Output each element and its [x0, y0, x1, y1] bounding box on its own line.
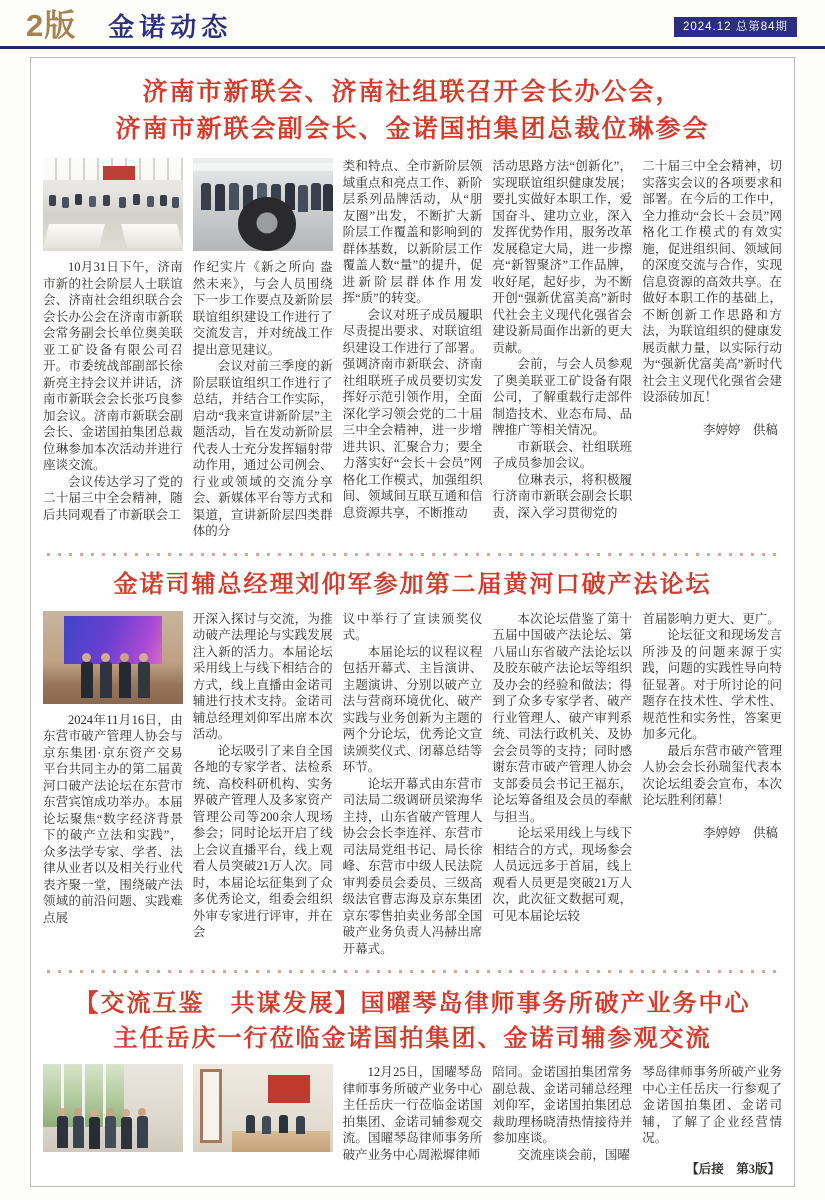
- article-2-col-2: [193, 611, 333, 958]
- tire-shape: [238, 197, 297, 251]
- table-shape: [43, 224, 105, 248]
- article-1-col-3: [343, 158, 483, 540]
- body-paragraph: 开深入探讨与交流，为推动破产法理论与实践发展注入新的活力。本届论坛采用线上与线下相结合的方式，线上直播由金诺司辅进行技术支持。金诺司辅总经理刘仰军出席本次活动。: [192, 611, 333, 741]
- article-1-title-line-1: 济南市新联会、济南社组联召开会长办公会，: [142, 78, 683, 106]
- issue-date-badge: 2024.12 总第84期: [674, 17, 797, 37]
- article-1: [43, 74, 782, 540]
- article-1-byline: 李婷婷 供稿: [702, 422, 778, 437]
- body-paragraph: 本届论坛的议程议程包括开幕式、主旨演讲、主题演讲、分别以破产立法与营商环境优化、破产实践与业务创新为主题的两个分论坛，优秀论文宣读颁奖仪式、闭幕总结等环节。: [342, 644, 483, 774]
- page-header: [0, 0, 825, 46]
- content-frame: [30, 57, 795, 1187]
- article-2-columns: [43, 611, 782, 958]
- article-3-photo-col-2: [193, 1064, 333, 1177]
- red-screen-shape: [268, 1075, 310, 1103]
- article-2: [43, 569, 782, 958]
- article-2-title: [43, 569, 782, 601]
- body-paragraph: 交流座谈会前，国曜: [517, 1147, 630, 1162]
- people-silhouettes: [81, 662, 93, 698]
- body-paragraph: 作纪实片《新之所向 盎然未来》，与会人员围绕下一步工作要点及新阶层联谊组织建设工作进行了交流发言，并对统战工作提出意见建议。: [192, 260, 333, 357]
- section-separator: [47, 970, 778, 973]
- article-2-col-3: [343, 611, 483, 958]
- body-paragraph: 类和特点、全市新阶层领域重点和亮点工作、新阶层系列品牌活动，从“朋友圈”出发，不断扩大新阶层工作覆盖和影响到的群体基数，以新阶层工作覆盖人数“量”的提升，促进新阶层群体作用发挥“质”的转变。: [342, 159, 483, 305]
- article-1-columns: [43, 158, 782, 540]
- article-3-col-5: [642, 1064, 782, 1177]
- body-paragraph: 论坛吸引了来自全国各地的专家学者、法检系统、高校科研机构、实务界破产管理人及多家资产管理公司等200余人现场参会；同时论坛开启了线上会议直播平台，线上观看人员突破21万人次。同时，本届论坛征集到了众多优秀论文，组委会组织外审专家进行评审，并在会: [192, 743, 333, 939]
- body-paragraph: 2024年11月16日，由东营市破产管理人协会与京东集团·京东资产交易平台共同主办的第二届黄河口破产法论坛在东营市东营宾馆成功举办。本届论坛聚焦“数字经济背景下的破产立法和实践”，众多法学专家、学者、法律从业者以及相关行业代表齐聚一堂，围绕破产法领域的前沿问题、实践难点展: [43, 712, 183, 925]
- article-1-col-1-text: [43, 259, 183, 523]
- body-paragraph: 位琳表示，将积极履行济南市新联会副会长职责，深入学习贯彻党的: [492, 472, 633, 520]
- newsletter-section-title: 金诺动态: [108, 12, 233, 42]
- people-silhouettes: [49, 195, 56, 206]
- article-1-col-4: [492, 158, 632, 540]
- article-1-col-2-text: [193, 259, 333, 540]
- table-shape: [232, 1131, 330, 1152]
- article-3-photo-col-1: [43, 1064, 183, 1177]
- article-2-byline: 李婷婷 供稿: [702, 825, 778, 840]
- body-paragraph: 论坛开幕式由东营市司法局二级调研员梁海华主持，山东省破产管理人协会会长李连祥、东营市司法局党组书记、局长徐峰、东营市中级人民法院审判委员会委员、三级高级法官曹志海及京东集团京东零售拍卖业务部全国破产业务负责人冯赫出席开幕式。: [342, 776, 483, 956]
- body-paragraph: 会议对前三季度的新阶层联谊组织工作进行了总结，并结合工作实际，启动“我来宣讲新阶层”主题活动，旨在发动新阶层代表人士充分发挥辐射带动作用，通过公司例会、行业或领域的交流分享会、新媒体平台等方式和渠道，宣讲新阶层四类群体的分: [192, 359, 333, 538]
- door-frame-shape: [200, 1069, 222, 1143]
- office-group-photo: [43, 1064, 183, 1152]
- page-number-label: 2版: [26, 8, 77, 43]
- factory-visit-tire-photo: [193, 158, 333, 251]
- window-mullions-shape: [43, 1064, 124, 1127]
- article-2-col-4: [492, 611, 632, 958]
- article-2-title-line-1: 金诺司辅总经理刘仰军参加第二届黄河口破产法论坛: [113, 570, 712, 598]
- article-2-col-5: [642, 611, 782, 958]
- body-paragraph: 会前，与会人员参观了奥美联亚工矿设备有限公司，了解重载行走部件制造技术、业态布局、品牌推广等相关情况。: [492, 357, 633, 437]
- people-heads-shape: [82, 653, 91, 662]
- article-1-col-2: [193, 158, 333, 540]
- body-paragraph: 市新联会、社组联班子成员参加会议。: [492, 439, 633, 470]
- body-paragraph: 12月25日，国曜琴岛律师事务所破产业务中心主任岳庆一行莅临金诺国拍集团、金诺司辅参观交流。国曜琴岛律师事务所破产业务中心周淞墀律师: [342, 1065, 483, 1162]
- body-paragraph: 二十届三中全会精神，切实落实会议的各项要求和部署。在今后的工作中，全力推动“会长＋会员”网格化工作模式的有效实施，促进组织间、领域间的深度交流与合作，实现信息资源的高效共享。在做好本职工作的基础上，不断创新工作思路和方法，为联谊组织的健康发展贡献力量，以实际行动为“强新优富美高”新时代社会主义现代化强省会建设添砖加瓦！: [642, 159, 782, 404]
- body-paragraph: 论坛采用线上与线下相结合的方式，现场参会人员远远多于首届，线上观看人员更是突破21万人次，此次征文数据可观，可见本届论坛较: [492, 826, 633, 923]
- body-paragraph: 首届影响力更大、更广。: [642, 611, 780, 626]
- body-paragraph: 议中举行了宣读颁奖仪式。: [342, 611, 483, 642]
- article-1-col-4-text: [492, 158, 632, 521]
- body-paragraph: 琴岛律师事务所破产业务中心主任岳庆一行参观了金诺国拍集团、金诺司辅，了解了企业经营情况。: [642, 1065, 782, 1145]
- red-screen-shape: [103, 166, 135, 180]
- people-silhouettes: [246, 1115, 255, 1133]
- article-3-columns: [43, 1064, 782, 1177]
- article-3-title-line-1: 【交流互鉴 共谋发展】国曜琴岛律师事务所破产业务中心: [74, 990, 751, 1017]
- skylight-shape: [193, 163, 333, 171]
- article-3: [43, 986, 782, 1177]
- article-3-col-4-text: [492, 1064, 632, 1163]
- table-shape: [121, 224, 183, 248]
- body-paragraph: 10月31日下午，济南市新的社会阶层人士联谊会、济南社会组织联合会会长办公会在济南市新联会常务副会长单位奥美联亚工矿设备有限公司召开。市委统战部副部长徐新亮主持会议并讲话，济南市新联会会长张巧良参加会议。济南市新联会副会长、金诺国拍集团总裁位琳参加本次活动并进行座谈交流。: [43, 260, 183, 472]
- body-paragraph: 会议对班子成员履职尽责提出要求、对联谊组织建设工作进行了部署。强调济南市新联会、济南社组联班子成员要切实发挥好示范引领作用，全面深化学习领会党的二十届三中全会精神，进一步增进共识、汇聚合力；要全力落实好“会长＋会员”网格化工作模式，加强组织间、领域间互联互通和信息资源共享，不断推动: [342, 307, 483, 520]
- people-silhouettes: [57, 1116, 68, 1148]
- article-3-title: [43, 986, 782, 1056]
- article-1-col-5: [642, 158, 782, 540]
- article-3-title-line-2: 主任岳庆一行莅临金诺国拍集团、金诺司辅参观交流: [113, 1025, 712, 1052]
- body-paragraph: 陪同。金诺国拍集团常务副总裁、金诺司辅总经理刘仰军，金诺国拍集团总裁助理杨晓清热情接待并参加座谈。: [492, 1065, 633, 1145]
- article-3-col-5-text: [642, 1064, 782, 1147]
- article-3-col-3-text: [343, 1064, 483, 1163]
- article-2-col-4-text: [492, 611, 632, 925]
- article-1-title-line-2: 济南市新联会副会长、金诺国拍集团总裁位琳参会: [115, 115, 710, 143]
- article-2-col-1-text: [43, 712, 183, 927]
- people-silhouettes: [201, 183, 211, 210]
- section-separator: [47, 553, 778, 556]
- article-1-title: [43, 74, 782, 148]
- body-paragraph: 论坛征文和现场发言所涉及的问题来源于实践，问题的实践性导向特征显著。对于所讨论的问题存在技术性、学术性、规范性和实务性，答案更加多元化。: [642, 628, 782, 741]
- meeting-room-red-screen-photo: [193, 1064, 333, 1152]
- article-1-col-1: [43, 158, 183, 540]
- body-paragraph: 最后东营市破产管理人协会会长孙瑞玺代表本次论坛组委会宣布，本次论坛胜利闭幕！: [642, 743, 782, 807]
- meeting-room-photo: [43, 158, 183, 251]
- body-paragraph: 会议传达学习了党的二十届三中全会精神，随后共同观看了市新联会工: [43, 474, 183, 522]
- body-paragraph: 本次论坛借鉴了第十五届中国破产法论坛、第八届山东省破产法论坛以及胶东破产法论坛等组织及办会的经验和做法；得到了众多专家学者、破产行业管理人、破产审判系统、司法行政机关、及协会会员等的支持；同时感谢东营市破产管理人协会支部委员会书记王福东，论坛筹备组及会员的奉献与担当。: [492, 611, 633, 824]
- body-paragraph: 活动思路方法“创新化”，实现联谊组织健康发展；要扎实做好本职工作，爱国奋斗、建功立业，深入发挥优势作用，服务改革发展稳定大局，进一步擦亮“新智聚济”工作品牌，收好尾，起好步，为不断开创“强新优富美高”新时代社会主义现代化强省会建设新局面作出新的更大贡献。: [492, 159, 633, 355]
- article-3-col-3: [343, 1064, 483, 1177]
- header-rule: [0, 46, 825, 49]
- continued-on-page-note: 【后接 第3版】: [686, 1161, 780, 1176]
- article-1-col-5-text: [642, 158, 782, 406]
- article-1-col-3-text: [343, 158, 483, 521]
- article-2-col-2-text: [193, 611, 333, 941]
- blue-screen-shape: [64, 616, 162, 664]
- forum-group-blue-screen-photo: [43, 611, 183, 704]
- article-2-col-1: [43, 611, 183, 958]
- article-2-col-3-text: [343, 611, 483, 958]
- article-2-col-5-text: [642, 611, 782, 809]
- article-3-col-4: [492, 1064, 632, 1177]
